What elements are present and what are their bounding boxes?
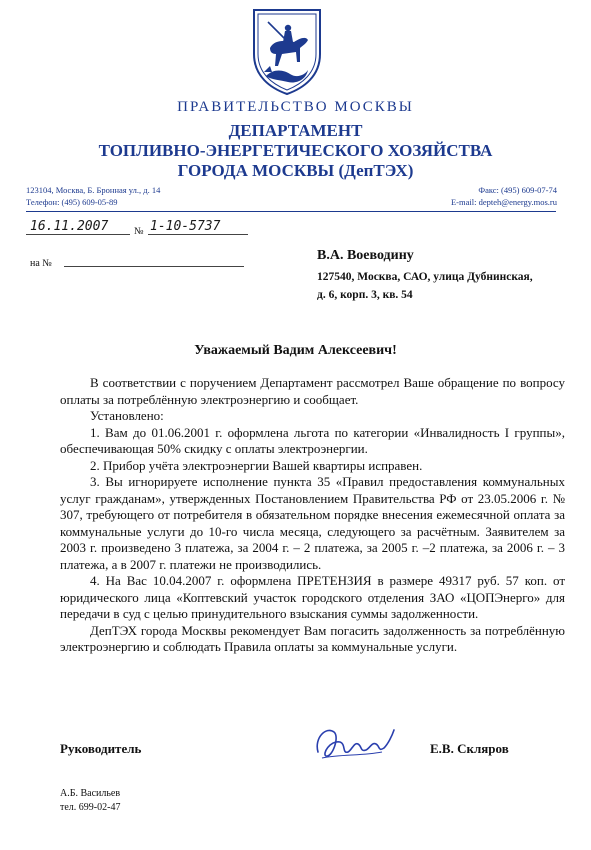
body-paragraph: 4. На Вас 10.04.2007 г. оформлена ПРЕТЕНЗИЯ в размере 49317 руб. 57 коп. от юридического лица «Коптевский участок городского отделения ЗАО «ЦОПЭнерго» для передачи в суд с целью принудительного взыскания суммы задолженности. (60, 573, 565, 621)
body-paragraph: 2. Прибор учёта электроэнергии Вашей квартиры исправен. (90, 457, 423, 473)
body-paragraph: В соответствии с поручением Департамент рассмотрел Ваше обращение по вопросу оплаты за потреблённую электроэнергию и сообщает. (60, 375, 565, 407)
handwritten-signature (312, 718, 396, 768)
executor-name: А.Б. Васильев (60, 788, 121, 799)
letter-number: 1-10-5737 (150, 219, 221, 234)
department-phone: Телефон: (495) 609-05-89 (26, 197, 118, 207)
recipient-name: В.А. Воеводину (317, 248, 414, 263)
recipient-address-line-2: д. 6, корп. 3, кв. 54 (317, 289, 413, 301)
government-name: ПРАВИТЕЛЬСТВО МОСКВЫ (177, 99, 414, 115)
date-underline (26, 234, 130, 235)
salutation: Уважаемый Вадим Алексеевич! (194, 343, 397, 358)
number-underline (148, 234, 248, 235)
department-title-line-2: ТОПЛИВНО-ЭНЕРГЕТИЧЕСКОГО ХОЗЯЙСТВА (98, 141, 493, 160)
reference-label: на № (30, 258, 52, 269)
letter-body (60, 375, 565, 656)
recipient-address-line-1: 127540, Москва, САО, улица Дубнинская, (317, 271, 533, 283)
body-paragraph: 3. Вы игнорируете исполнение пункта 35 «Правил предоставления коммунальных услуг гражданам», утвержденных Постановлением Правительства РФ от 23.05.2006 г. № 307, требующего от потребителя в обязательном порядке внесения ежемесячной оплата за коммунальные услуги до 10-го числа месяца, следующего за расчётным. Заявителем за 2003 г. произведено 3 платежа, за 2004 г. – 2 платежа, за 2005 г. –2 платежа, за 2006 г. – 3 платежа, а в 2007 г. платежи не производились. (60, 474, 565, 572)
body-paragraph: ДепТЭХ города Москвы рекомендует Вам погасить задолженность за потреблённую электроэнергию и соблюдать Правила оплаты за коммунальные услуги. (60, 622, 565, 654)
department-contacts-right (451, 184, 557, 208)
department-title-line-1: ДЕПАРТАМЕНТ (228, 121, 363, 140)
moscow-coat-of-arms-icon (248, 6, 326, 96)
department-contacts-left (26, 184, 160, 208)
body-paragraph: 1. Вам до 01.06.2001 г. оформлена льгота по категории «Инвалидность I группы», обеспечивающая 50% скидку с оплаты электроэнергии. (60, 424, 565, 456)
reference-underline (64, 266, 244, 267)
body-paragraph: Установлено: (90, 408, 164, 423)
recipient-address (317, 268, 567, 304)
department-address: 123104, Москва, Б. Бронная ул., д. 14 (26, 185, 161, 195)
department-fax: Факс: (495) 609-07-74 (478, 185, 557, 195)
department-email: E-mail: depteh@energy.mos.ru (450, 197, 557, 207)
executor-phone: тел. 699-02-47 (60, 802, 121, 813)
header-divider (26, 211, 556, 212)
number-label: № (134, 226, 144, 237)
signatory-title: Руководитель (60, 741, 142, 756)
department-title-line-3: ГОРОДА МОСКВЫ (ДепТЭХ) (177, 161, 414, 180)
letter-date: 16.11.2007 (30, 219, 109, 234)
signatory-name: Е.В. Скляров (430, 741, 509, 756)
